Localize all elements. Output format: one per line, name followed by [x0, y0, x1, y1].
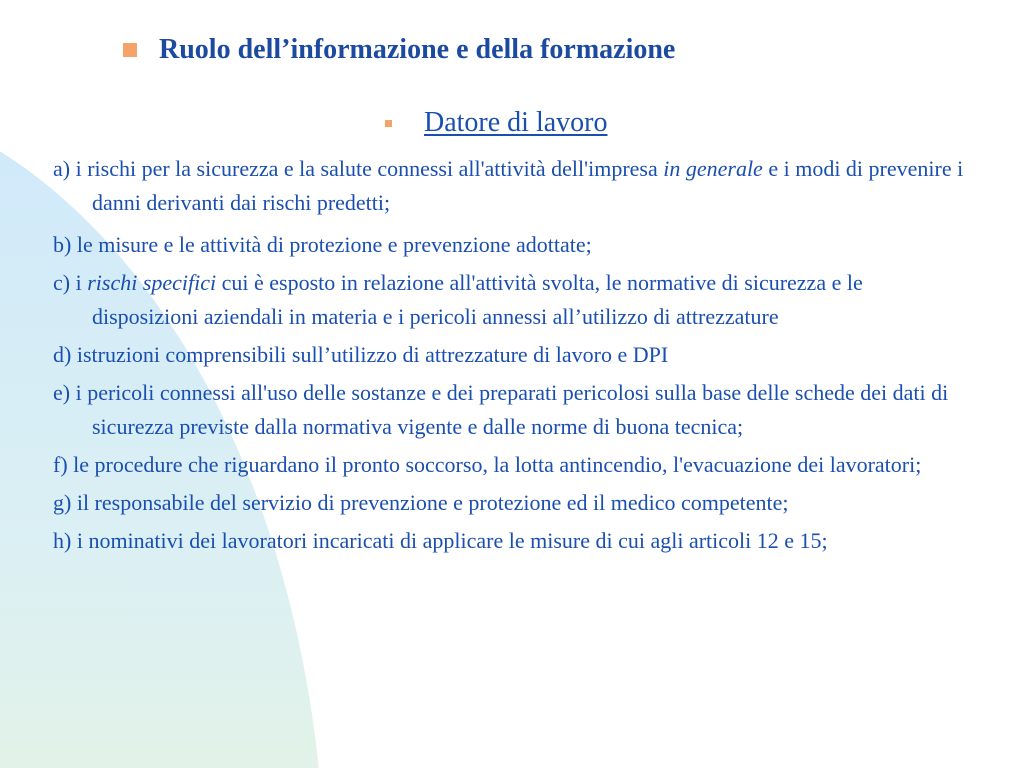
item-a-emphasis: in generale [663, 156, 763, 181]
list-item-f: f) le procedure che riguardano il pronto soccorso, la lotta antincendio, l'evacuazione dei lavoratori; [53, 452, 922, 477]
list-item-g: g) il responsabile del servizio di prevenzione e protezione ed il medico competente; [53, 490, 789, 515]
slide-title: Ruolo dell’informazione e della formazione [159, 34, 676, 65]
square-bullet-icon [123, 43, 137, 57]
list-item-d: d) istruzioni comprensibili sull’utilizzo di attrezzature di lavoro e DPI [53, 342, 669, 367]
list-item-a [53, 152, 973, 220]
list-item-e: e) i pericoli connessi all'uso delle sostanze e dei preparati pericolosi sulla base delle schede dei dati di sicurezza previste dalla normativa vigente e dalle norme di buona tecnica; [53, 380, 949, 439]
item-c-text: c) i [53, 270, 88, 295]
item-c-text-end: cui è esposto in relazione all'attività svolta, le normative di sicurezza e le disposizioni aziendali in materia e i pericoli annessi all’utilizzo di attrezzature [92, 270, 863, 329]
content-list [53, 152, 973, 558]
subtitle-row [385, 106, 608, 140]
item-a-text-end: e i modi di prevenire i danni derivanti dai rischi predetti; [92, 156, 964, 215]
title-row [123, 30, 675, 70]
slide-subtitle: Datore di lavoro [424, 107, 608, 138]
list-item-h: h) i nominativi dei lavoratori incaricati di applicare le misure di cui agli articoli 12 e 15; [53, 528, 828, 553]
item-c-emphasis: rischi specifici [87, 270, 217, 295]
square-bullet-icon [385, 120, 392, 127]
list-item-b: b) le misure e le attività di protezione e prevenzione adottate; [53, 232, 592, 257]
list-item-c [53, 266, 973, 334]
item-a-text: a) i rischi per la sicurezza e la salute connessi all'attività dell'impresa [53, 156, 664, 181]
